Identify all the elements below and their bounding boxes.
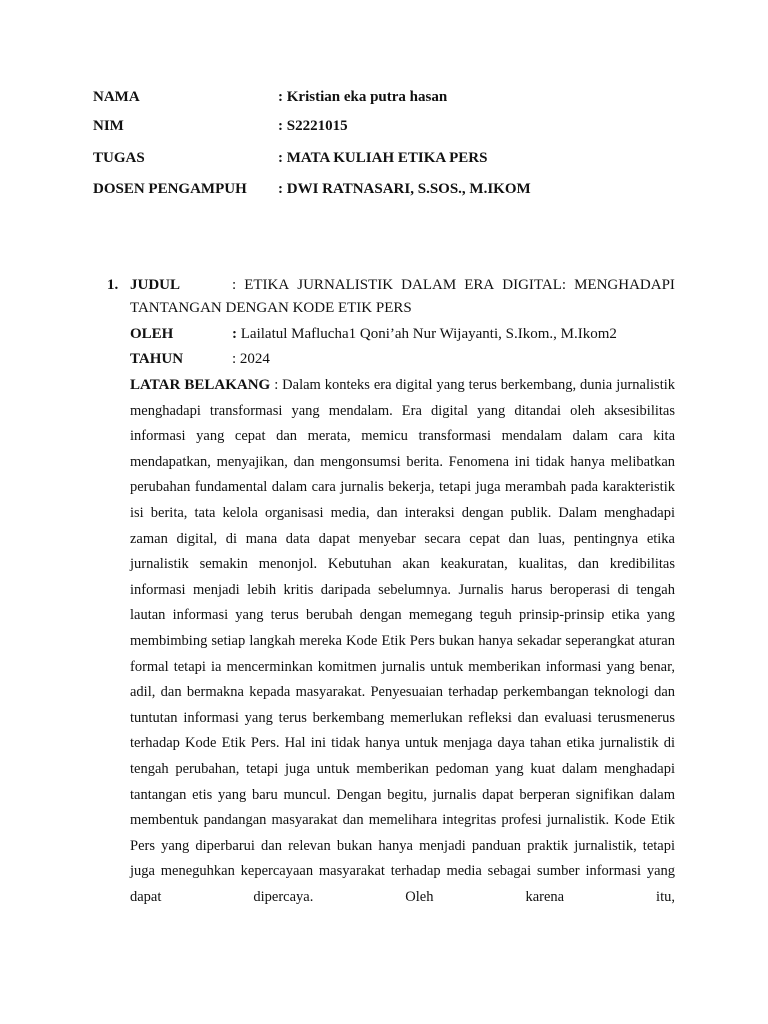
tahun-value: : 2024: [232, 351, 270, 367]
header-label: TUGAS: [93, 150, 145, 166]
tahun-line: [130, 347, 675, 371]
latar-text: : Dalam konteks era digital yang terus berkembang, dunia jurnalistik menghadapi transformasi yang mendalam. Era digital yang ditandai oleh aksesibilitas informasi yang cepat dan merata, memicu transformasi mendalam dalam cara kita mendapatkan, menyajikan, dan mengonsumsi berita. Fenomena ini tidak hanya melibatkan perubahan fundamental dalam cara jurnalis bekerja, tetapi juga merambah pada karakteristik isi berita, tata kelola organisasi media, dan interaksi dengan publik. Dalam menghadapi zaman digital, di mana data dapat menyebar secara cepat dan luas, pentingnya etika jurnalistik semakin menonjol. Kebutuhan akan keakuratan, kualitas, dan kredibilitas informasi menjadi lebih kritis daripada sebelumnya. Jurnalis harus beroperasi di tengah lautan informasi yang terus berubah dengan memegang teguh prinsip-prinsip etika yang membimbing setiap langkah mereka Kode Etik Pers bukan hanya sekadar seperangkat aturan formal tetapi ia mencerminkan komitmen jurnalis untuk memberikan informasi yang benar, adil, dan bermakna kepada masyarakat. Penyesuaian terhadap perkembangan teknologi dan tuntutan informasi yang terus berkembang memerlukan refleksi dan evaluasi terusmenerus terhadap Kode Etik Pers. Hal ini tidak hanya untuk menjaga daya tahan etika jurnalistik di tengah perubahan, tetapi juga untuk memberikan pedoman yang kuat dalam menghadapi tantangan etis yang baru muncul. Dengan begitu, jurnalis dapat berperan signifikan dalam membentuk pandangan masyarakat dan memelihara integritas profesi jurnalistik. Kode Etik Pers yang diperbarui dan relevan bukan hanya menjadi panduan praktik jurnalistik, tetapi juga meneguhkan kepercayaan masyarakat terhadap media sebagai sumber informasi yang dapat dipercaya. Oleh karena itu,: [130, 377, 676, 905]
judul-word: :: [232, 277, 237, 293]
judul-word: DIGITAL:: [502, 277, 567, 293]
oleh-label: OLEH: [130, 326, 174, 342]
judul-word: ERA: [464, 277, 495, 293]
list-number: 1.: [107, 277, 119, 293]
judul-value-line1: [232, 273, 675, 297]
header-label: NIM: [93, 118, 124, 134]
header-label: NAMA: [93, 89, 140, 105]
header-label: DOSEN PENGAMPUH: [93, 181, 247, 197]
tahun-label: TAHUN: [130, 351, 184, 367]
judul-word: MENGHADAPI: [574, 277, 675, 293]
oleh-value: Lailatul Maflucha1 Qoni’ah Nur Wijayanti, S.Ikom., M.Ikom2: [240, 326, 617, 342]
judul-line: [130, 273, 675, 297]
latar-belakang-paragraph: [130, 373, 675, 910]
latar-label: LATAR BELAKANG: [130, 377, 271, 393]
judul-word: ETIKA: [244, 277, 290, 293]
oleh-colon: :: [232, 326, 237, 342]
judul-word: JURNALISTIK: [297, 277, 394, 293]
oleh-line: [130, 322, 675, 346]
judul-value-line2: TANTANGAN DENGAN KODE ETIK PERS: [130, 300, 412, 316]
header-value: : DWI RATNASARI, S.SOS., M.IKOM: [278, 181, 531, 197]
judul-word: DALAM: [401, 277, 457, 293]
judul-label: JUDUL: [130, 277, 181, 293]
header-value: : Kristian eka putra hasan: [278, 89, 448, 105]
header-value: : S2221015: [278, 118, 348, 134]
header-value: : MATA KULIAH ETIKA PERS: [278, 150, 488, 166]
